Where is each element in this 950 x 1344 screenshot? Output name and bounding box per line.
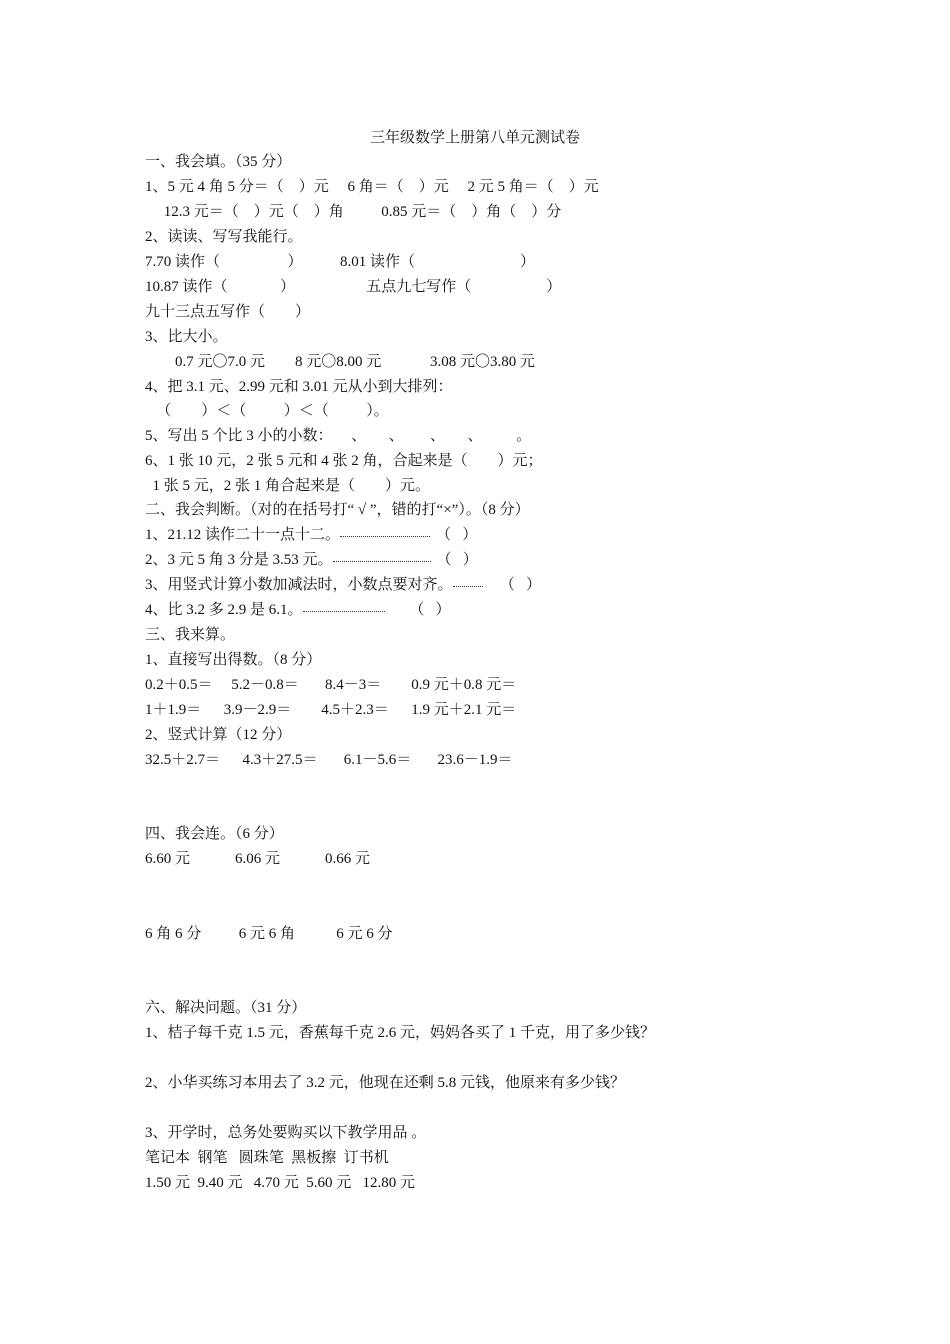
section-4-heading: 四、我会连。（6 分）: [145, 826, 284, 842]
section-6-heading: 六、解决问题。（31 分）: [145, 1000, 307, 1016]
question-2c: 九十三点五写作（ ）: [145, 304, 311, 320]
judge-3: [145, 575, 541, 595]
section-2-heading: 二、我会判断。（对的在括号打“ √ ”，错的打“×”）。（8 分）: [145, 502, 530, 518]
judge-4-text: 4、比 3.2 多 2.9 是 6.1。: [145, 602, 303, 618]
judge-1-text: 1、21.12 读作二十一点十二。: [145, 527, 341, 543]
question-1a: 1、5 元 4 角 5 分＝（ ）元 6 角＝（ ）元 2 元 5 角＝（ ）元: [145, 179, 599, 195]
question-3a: 0.7 元〇7.0 元 8 元〇8.00 元 3.08 元〇3.80 元: [145, 354, 536, 370]
dotted-leader: [303, 600, 385, 612]
problem-3-items: 笔记本 钢笔 圆珠笔 黑板擦 订书机: [145, 1150, 389, 1166]
question-5: 5、写出 5 个比 3 小的小数： 、 、 、 、 。: [145, 428, 532, 444]
judge-3-bracket: （ ）: [488, 577, 542, 593]
calc-1: 1、直接写出得数。（8 分）: [145, 652, 322, 668]
judge-2-bracket: （ ）: [436, 552, 478, 568]
judge-4-bracket: （ ）: [390, 602, 451, 618]
question-2b: 10.87 读作（ ） 五点九七写作（ ）: [145, 279, 562, 295]
problem-1: 1、桔子每千克 1.5 元，香蕉每千克 2.6 元，妈妈各买了 1 千克，用了多少钱？: [145, 1025, 656, 1041]
dotted-leader: [340, 525, 430, 537]
judge-4: [145, 600, 451, 620]
calc-1b: 1＋1.9＝ 3.9－2.9＝ 4.5＋2.3＝ 1.9 元＋2.1 元＝: [145, 702, 517, 718]
dotted-leader: [453, 575, 483, 587]
judge-2-text: 2、3 元 5 角 3 分是 3.53 元。: [145, 552, 333, 568]
question-6b: 1 张 5 元，2 张 1 角合起来是（ ）元。: [145, 478, 431, 494]
question-1b: 12.3 元＝（ ）元（ ）角 0.85 元＝（ ）角（ ）分: [145, 204, 562, 220]
section-3-heading: 三、我来算。: [145, 627, 236, 643]
question-6a: 6、1 张 10 元，2 张 5 元和 4 张 2 角，合起来是（ ）元；: [145, 453, 543, 469]
judge-2: [145, 550, 478, 570]
dotted-leader: [333, 550, 431, 562]
question-4a: （ ）＜（ ）＜（ ）。: [145, 403, 389, 419]
problem-2: 2、小华买练习本用去了 3.2 元，他现在还剩 5.8 元钱，他原来有多少钱？: [145, 1075, 626, 1091]
problem-3-prices: 1.50 元 9.40 元 4.70 元 5.60 元 12.80 元: [145, 1175, 416, 1191]
calc-2a: 32.5＋2.7＝ 4.3＋27.5＝ 6.1－5.6＝ 23.6－1.9＝: [145, 752, 513, 768]
question-4: 4、把 3.1 元、2.99 元和 3.01 元从小到大排列：: [145, 379, 453, 395]
judge-1: [145, 525, 477, 545]
question-3: 3、比大小。: [145, 329, 228, 345]
question-2a: 7.70 读作（ ） 8.01 读作（ ）: [145, 254, 536, 270]
calc-1a: 0.2＋0.5＝ 5.2－0.8＝ 8.4－3＝ 0.9 元＋0.8 元＝: [145, 677, 517, 693]
judge-3-text: 3、用竖式计算小数加减法时，小数点要对齐。: [145, 577, 453, 593]
section-1-heading: 一、我会填。（35 分）: [145, 154, 292, 170]
question-2: 2、读读、写写我能行。: [145, 229, 303, 245]
match-row-1: 6.60 元 6.06 元 0.66 元: [145, 851, 371, 867]
problem-3: 3、开学时，总务处要购买以下教学用品 。: [145, 1125, 427, 1141]
calc-2: 2、竖式计算（12 分）: [145, 727, 292, 743]
judge-1-bracket: （ ）: [436, 527, 478, 543]
page-title: 三年级数学上册第八单元测试卷: [369, 130, 580, 146]
match-row-2: 6 角 6 分 6 元 6 角 6 元 6 分: [145, 926, 393, 942]
